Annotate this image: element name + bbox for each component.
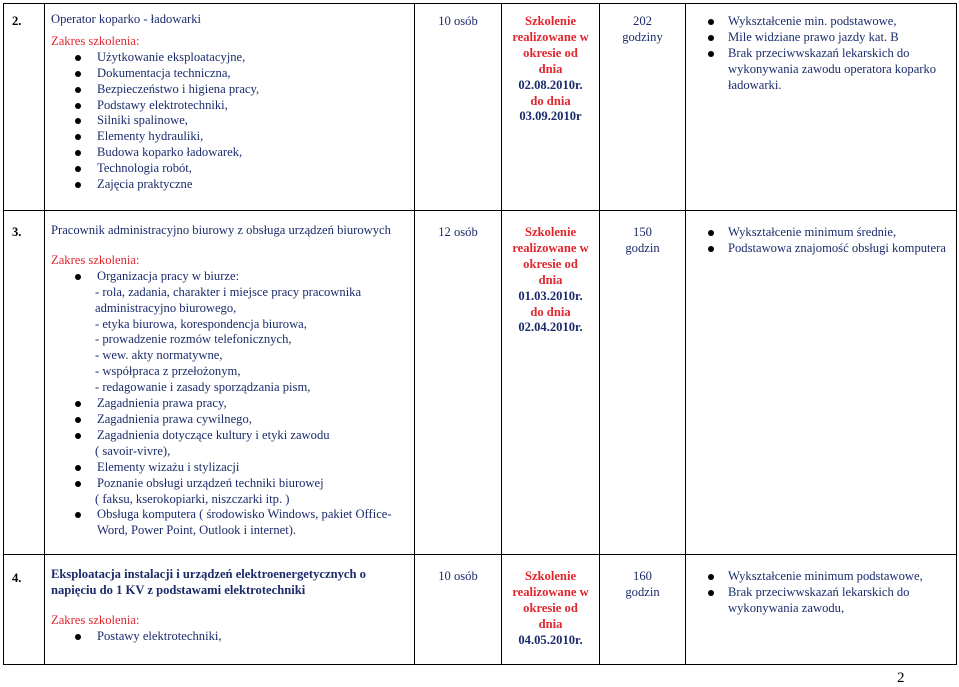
bullet-icon	[708, 19, 714, 25]
page-number: 2	[897, 670, 905, 686]
course-cell	[45, 555, 415, 665]
hours: 202 godziny	[600, 4, 686, 211]
scope-list	[51, 629, 408, 645]
requirements	[686, 4, 957, 211]
list-item: Wykształcenie min. podstawowe,	[694, 14, 952, 30]
list-item: Dokumentacja techniczna,	[51, 66, 408, 82]
table-row	[4, 555, 957, 665]
table-row	[4, 211, 957, 555]
list-item: ( savoir-vivre),	[95, 443, 171, 458]
bullet-icon	[708, 51, 714, 57]
requirements	[686, 211, 957, 555]
list-item: Silniki spalinowe,	[51, 113, 408, 129]
list-item: Budowa koparko ładowarek,	[51, 145, 408, 161]
hours: 160 godzin	[600, 555, 686, 665]
bullet-icon	[75, 103, 81, 109]
bullet-icon	[75, 465, 81, 471]
date-from: 04.05.2010r.	[518, 632, 583, 647]
bullet-icon	[75, 55, 81, 61]
list-item: Zajęcia praktyczne	[51, 177, 408, 193]
list-item: - redagowanie i zasady sporządzania pism,	[95, 380, 311, 395]
list-item: Bezpieczeństwo i higiena pracy,	[51, 82, 408, 98]
bullet-icon	[75, 433, 81, 439]
hours: 150 godzin	[600, 211, 686, 555]
list-item: Brak przeciwwskazań lekarskich do wykonywania zawodu operatora koparko ładowarki.	[694, 46, 952, 94]
participants: 10 osób	[415, 555, 502, 665]
list-item: Mile widziane prawo jazdy kat. B	[694, 30, 952, 46]
participants: 10 osób	[415, 4, 502, 211]
schedule: Szkolenie realizowane w okresie od dnia 04.05.2010r.	[502, 555, 600, 665]
row-number: 2.	[4, 4, 45, 211]
list-item: Obsługa komputera ( środowisko Windows, pakiet Office-Word, Power Point, Outlook i internet).	[51, 507, 408, 539]
course-title: Operator koparko - ładowarki	[51, 12, 202, 26]
bullet-icon	[75, 71, 81, 77]
list-item: Elementy hydrauliki,	[51, 129, 408, 145]
list-item: Zagadnienia dotyczące kultury i etyki zawodu	[51, 428, 408, 444]
scope-label: Zakres szkolenia:	[51, 612, 140, 627]
bullet-icon	[75, 401, 81, 407]
schedule: Szkolenie realizowane w okresie od dnia 01.03.2010r. do dnia 02.04.2010r.	[502, 211, 600, 555]
date-to: 03.09.2010r	[519, 109, 582, 124]
date-from: 01.03.2010r.	[518, 288, 583, 303]
bullet-icon	[75, 481, 81, 487]
bullet-icon	[708, 590, 714, 596]
list-item: Zagadnienia prawa pracy,	[51, 396, 408, 412]
bullet-icon	[75, 634, 81, 640]
list-item: - wew. akty normatywne,	[95, 348, 223, 363]
date-from: 02.08.2010r.	[518, 77, 583, 92]
bullet-icon	[708, 246, 714, 252]
schedule: Szkolenie realizowane w okresie od dnia 02.08.2010r. do dnia 03.09.2010r	[502, 4, 600, 211]
list-item: Podstawy elektrotechniki,	[51, 98, 408, 114]
bullet-icon	[708, 574, 714, 580]
list-item: Organizacja pracy w biurze:	[51, 269, 408, 285]
participants: 12 osób	[415, 211, 502, 555]
scope-label: Zakres szkolenia:	[51, 33, 140, 48]
list-item: Postawy elektrotechniki,	[51, 629, 408, 645]
list-item: Wykształcenie minimum podstawowe,	[694, 569, 952, 585]
course-cell	[45, 211, 415, 555]
list-item: Brak przeciwwskazań lekarskich do wykonywania zawodu,	[694, 585, 952, 617]
list-item: - prowadzenie rozmów telefonicznych,	[95, 332, 292, 347]
bullet-icon	[75, 166, 81, 172]
row-number: 4.	[4, 555, 45, 665]
course-cell	[45, 4, 415, 211]
list-item: Elementy wizażu i stylizacji	[51, 460, 408, 476]
course-title: Pracownik administracyjno biurowy z obsługa urządzeń biurowych	[51, 223, 391, 237]
list-item: ( faksu, kserokopiarki, niszczarki itp. )	[95, 491, 290, 506]
list-item: Poznanie obsługi urządzeń techniki biurowej	[51, 476, 408, 492]
bullet-icon	[75, 118, 81, 124]
scope-list	[51, 269, 408, 539]
requirements	[686, 555, 957, 665]
bullet-icon	[708, 230, 714, 236]
date-to: 02.04.2010r.	[518, 320, 583, 335]
bullet-icon	[75, 274, 81, 280]
list-item: - etyka biurowa, korespondencja biurowa,	[95, 316, 307, 331]
bullet-icon	[75, 150, 81, 156]
list-item: Wykształcenie minimum średnie,	[694, 225, 952, 241]
training-table	[3, 3, 957, 665]
list-item: - współpraca z przełożonym,	[95, 364, 241, 379]
scope-label: Zakres szkolenia:	[51, 252, 140, 267]
bullet-icon	[75, 417, 81, 423]
table-row	[4, 4, 957, 211]
list-item: Użytkowanie eksploatacyjne,	[51, 50, 408, 66]
bullet-icon	[75, 134, 81, 140]
bullet-icon	[75, 512, 81, 518]
row-number: 3.	[4, 211, 45, 555]
bullet-icon	[75, 87, 81, 93]
list-item: Technologia robót,	[51, 161, 408, 177]
bullet-icon	[75, 182, 81, 188]
scope-list	[51, 50, 408, 193]
bullet-icon	[708, 35, 714, 41]
list-item: Zagadnienia prawa cywilnego,	[51, 412, 408, 428]
course-title: Eksploatacja instalacji i urządzeń elektroenergetycznych o napięciu do 1 KV z podstawami elektrotechniki	[51, 567, 366, 597]
list-item: - rola, zadania, charakter i miejsce pracy pracownika administracyjno biurowego,	[95, 284, 362, 315]
list-item: Podstawowa znajomość obsługi komputera	[694, 241, 952, 257]
